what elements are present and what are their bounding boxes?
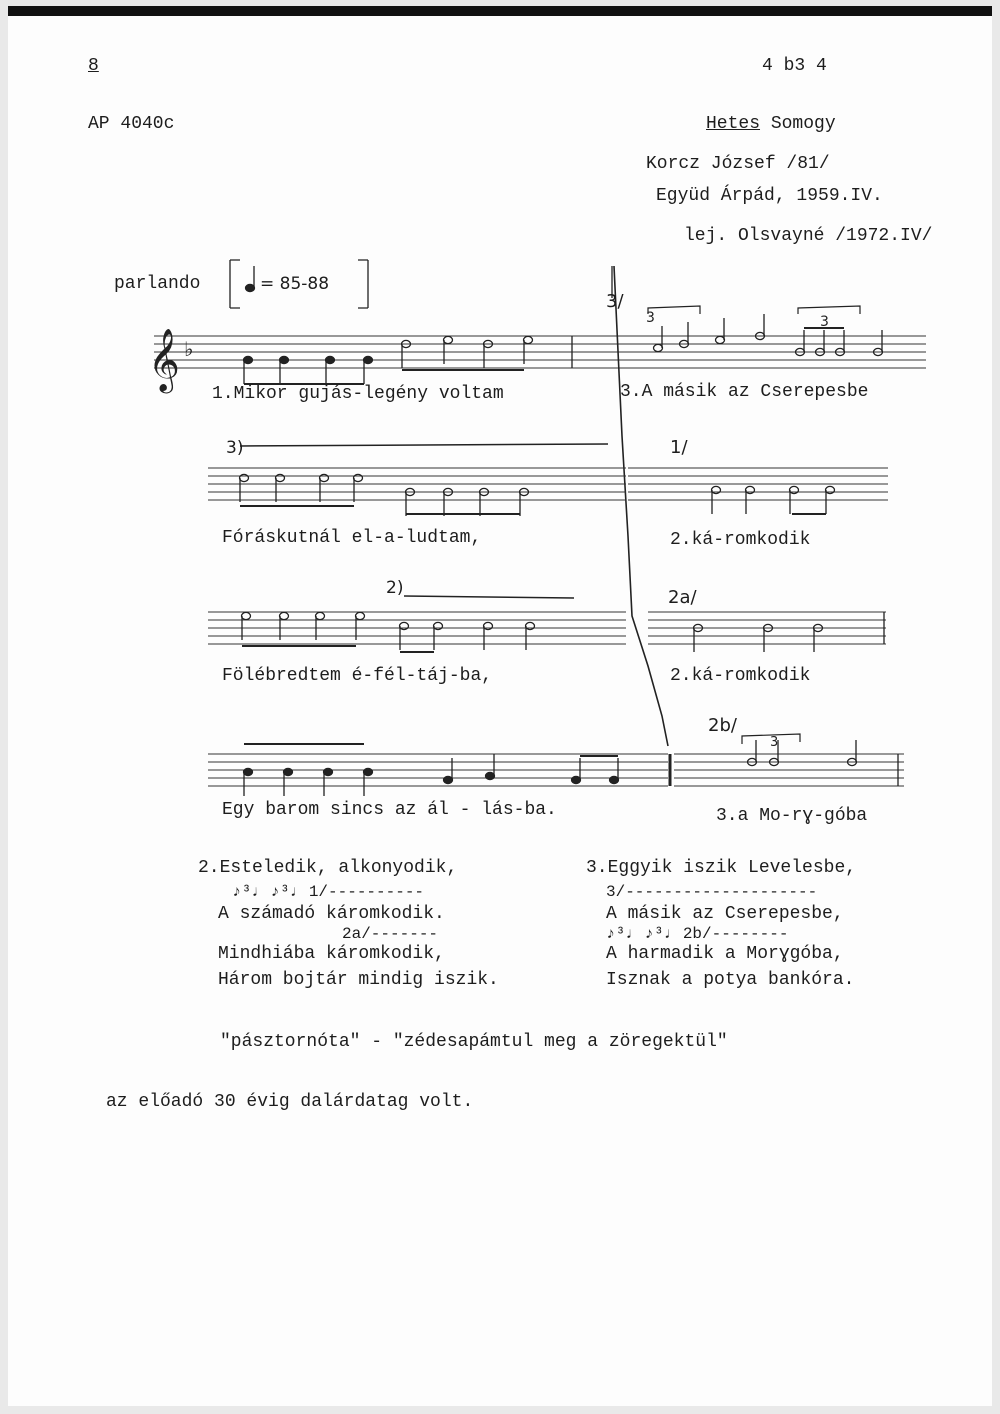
note-head [280,356,289,363]
tuplet-3-mark: 3 [646,310,655,326]
note-head [400,622,409,629]
treble-clef-icon: 𝄞 [148,328,180,391]
variant-1-label: 1/ [670,437,688,458]
verse-line: 3.Eggyik iszik Levelesbe, [586,858,857,878]
collector: Együd Árpád, 1959.IV. [656,186,883,206]
bracket-2-mark: 2) [386,578,404,598]
note-head [276,474,285,481]
variant-2a-lyric: 2.ká-romkodik [670,666,811,686]
verse-line: A számadó káromkodik. [218,904,445,924]
verse-line: Három bojtár mindig iszik. [218,970,499,990]
variant-2b-label: 2b/ [708,715,737,736]
variant-2b-lyric: 3.a Mo-rɣ-góba [716,806,868,826]
variant-2a-label: 2a/ [668,587,697,608]
lyric-line-1: 1.Mikor gujás-legény voltam [212,384,504,404]
performer: Korcz József /81/ [646,154,830,174]
lyric-line-4: Egy barom sincs az ál - lás-ba. [222,800,557,820]
performer-remark: az előadó 30 évig dalárdatag volt. [106,1092,474,1112]
note-head [434,622,443,629]
note-head [444,776,453,783]
flat-icon: ♭ [184,337,194,361]
place-village: Hetes [706,114,761,134]
verse-line: A másik az Cserepesbe, [606,904,844,924]
note-head [746,486,755,493]
music-score [8,16,992,846]
note-head [526,622,535,629]
verse-line: 3/-------------------- [606,883,818,901]
bracket-3-mark: 3) [226,438,244,458]
metronome: = 85-88 [260,274,330,294]
verse-line: 2.Esteledik, alkonyodik, [198,858,458,878]
note-head [716,336,725,343]
variant-3-lyric: 3.A másik az Cserepesbe [620,382,869,402]
note-head [364,768,373,775]
note-head [320,474,329,481]
note-head [486,772,495,779]
tuplet-3-mark: 3 [820,314,829,330]
note-head [484,622,493,629]
note-head [790,486,799,493]
tempo-marking: parlando [114,274,201,294]
bracket-2-line [404,596,574,598]
note-head [524,336,533,343]
tuplet-bracket [648,306,700,314]
note-head [324,768,333,775]
note-head [572,776,581,783]
page-number: 8 [88,56,99,76]
note-head [712,486,721,493]
note-head [316,612,325,619]
note-head [354,474,363,481]
variant-3-label: 3/ [606,291,624,312]
transcriber: lej. Olsvayné /1972.IV/ [684,226,933,246]
note-head [244,356,253,363]
place-county: Somogy [770,114,836,134]
note-head [242,612,251,619]
bracket-3-line [240,444,608,446]
note-head [244,768,253,775]
lyric-line-3: Fölébredtem é-fél-táj-ba, [222,666,493,686]
verse-line: ♪³♩ ♪³♩ 2b/-------- [606,925,789,943]
note-head [654,344,663,351]
variant-divider-line [614,266,668,746]
verse-line: Isznak a potya bankóra. [606,970,855,990]
note-head [826,486,835,493]
note-head [444,336,453,343]
note-head [240,474,249,481]
note-head [284,768,293,775]
verse-line: Mindhiába káromkodik, [218,944,445,964]
verse-line: 2a/------- [342,925,439,943]
variant-1-lyric: 2.ká-romkodik [670,530,811,550]
note-head [280,612,289,619]
note-head [364,356,373,363]
note-head [326,356,335,363]
archive-id: AP 4040c [88,114,175,134]
tuplet-3-mark: 3 [770,735,779,750]
note-head [610,776,619,783]
lyric-line-2: Fóráskutnál el-a-ludtam, [222,528,482,548]
verse-line: A harmadik a Morɣgóba, [606,944,844,964]
top-right-code: 4 b3 4 [762,56,827,76]
manuscript-page [8,6,992,1406]
verse-line: ♪³♩ ♪³♩ 1/---------- [232,883,425,901]
genre-note: "pásztornóta" - "zédesapámtul meg a zöregektül" [220,1032,728,1052]
tuplet-bracket [798,306,860,314]
note-head [246,284,255,291]
note-head [356,612,365,619]
